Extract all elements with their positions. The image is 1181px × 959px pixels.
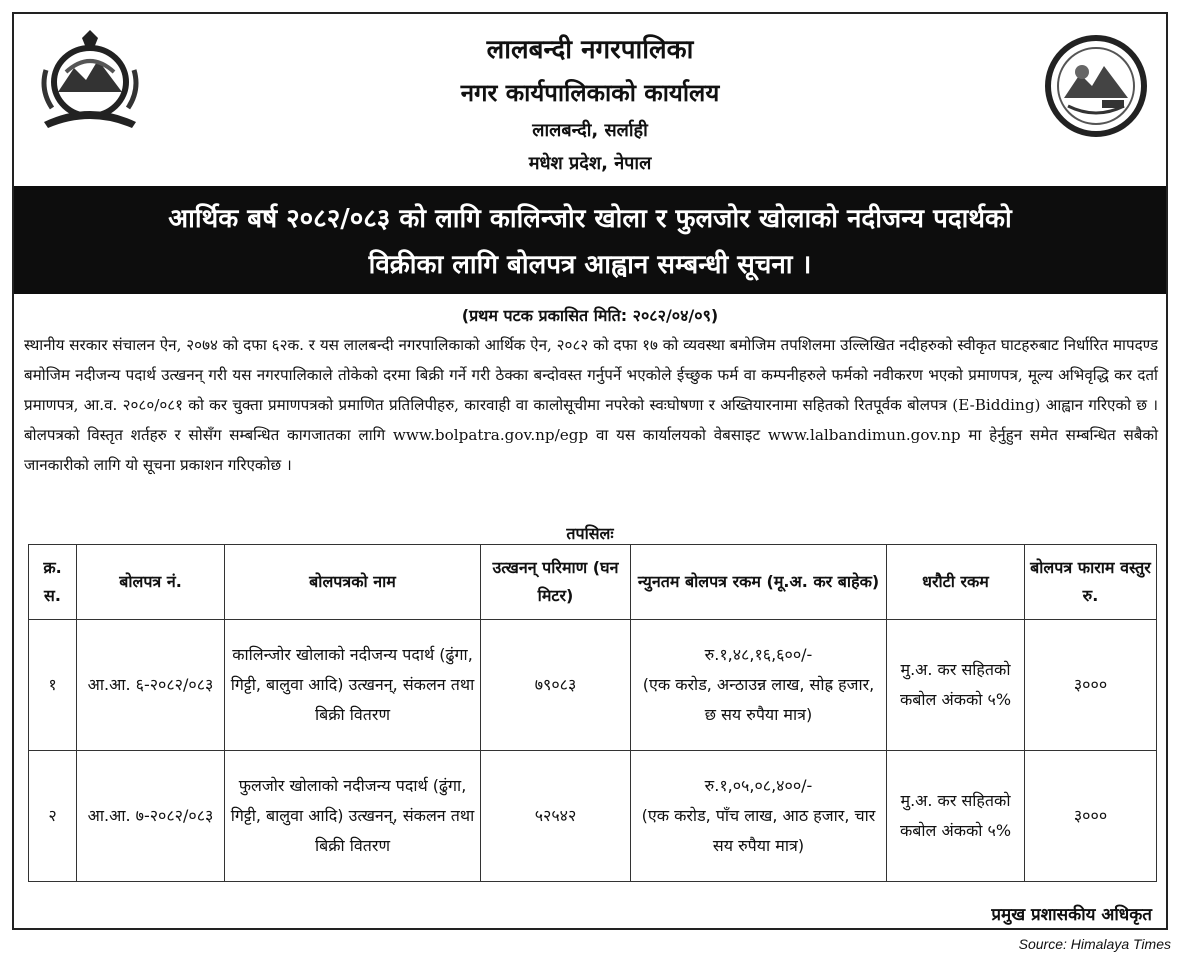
- table-header-row: [29, 545, 1157, 620]
- col-header-sn: क्र. स.: [29, 545, 77, 620]
- notice-title-banner: [14, 186, 1166, 294]
- municipality-name: लालबन्दी नगरपालिका: [486, 35, 694, 65]
- cell-deposit: मु.अ. कर सहितको कबोल अंकको ५%: [887, 751, 1025, 882]
- province-country: मधेश प्रदेश, नेपाल: [528, 153, 652, 174]
- cell-min-amount: [631, 620, 887, 751]
- amount-figure: रु.१,४८,१६,६००/-: [704, 645, 813, 664]
- cell-sn: १: [29, 620, 77, 751]
- notice-title-line-1: आर्थिक बर्ष २०८२/०८३ को लागि कालिन्जोर खोला र फुलजोर खोलाको नदीजन्य पदार्थको: [168, 204, 1012, 234]
- cell-bid-no: आ.आ. ६-२०८२/०८३: [77, 620, 225, 751]
- cell-form-fee: ३०००: [1025, 620, 1157, 751]
- cell-min-amount: [631, 751, 887, 882]
- col-header-form-fee: बोलपत्र फाराम वस्तुर रु.: [1025, 545, 1157, 620]
- cell-form-fee: ३०००: [1025, 751, 1157, 882]
- col-header-bid-no: बोलपत्र नं.: [77, 545, 225, 620]
- col-header-bid-name: बोलपत्रको नाम: [225, 545, 481, 620]
- col-header-deposit: धरौटी रकम: [887, 545, 1025, 620]
- cell-sn: २: [29, 751, 77, 882]
- col-header-quantity: उत्खनन् परिमाण (घन मिटर): [481, 545, 631, 620]
- table-row: [29, 620, 1157, 751]
- signatory-title: प्रमुख प्रशासकीय अधिकृत: [991, 905, 1152, 925]
- amount-words: (एक करोड, अन्ठाउन्न लाख, सोह्र हजार, छ सय रुपैया मात्र): [642, 675, 875, 724]
- bid-details-table: [28, 544, 1157, 882]
- cell-quantity: ७९०८३: [481, 620, 631, 751]
- municipality-logo-icon: [1044, 34, 1148, 138]
- amount-figure: रु.१,०५,०८,४००/-: [704, 776, 813, 795]
- cell-quantity: ५२५४२: [481, 751, 631, 882]
- source-credit: Source: Himalaya Times: [1018, 936, 1171, 952]
- details-heading: तपसिलः: [566, 524, 614, 543]
- office-name: नगर कार्यपालिकाको कार्यालय: [460, 79, 720, 107]
- cell-bid-no: आ.आ. ७-२०८२/०८३: [77, 751, 225, 882]
- notice-sheet: [12, 12, 1168, 930]
- notice-title-line-2: विक्रीका लागि बोलपत्र आह्वान सम्बन्धी सूचना ।: [368, 250, 812, 280]
- cell-bid-name: कालिन्जोर खोलाको नदीजन्य पदार्थ (ढुंगा, गिट्टी, बालुवा आदि) उत्खनन्, संकलन तथा बिक्री वितरण: [225, 620, 481, 751]
- amount-words: (एक करोड, पाँच लाख, आठ हजार, चार सय रुपैया मात्र): [641, 806, 876, 855]
- cell-deposit: मु.अ. कर सहितको कबोल अंकको ५%: [887, 620, 1025, 751]
- publication-date: (प्रथम पटक प्रकासित मिति: २०८२/०४/०९): [461, 306, 719, 325]
- table-row: [29, 751, 1157, 882]
- notice-header: [14, 14, 1166, 186]
- notice-body: स्थानीय सरकार संचालन ऐन, २०७४ को दफा ६२क. र यस लालबन्दी नगरपालिकाको आर्थिक ऐन, २०८२ को दफा १७ को व्यवस्था बमोजिम तपशिलमा उल्लिखित नदीहरुको स्वीकृत घाटहरुबाट निर्धारित मापदण्ड बमोजिम नदीजन्य पदार्थ उत्खनन् गरी यस नगरपालिकाले तोकेको दरमा बिक्री गर्ने गरी ठेक्का बन्दोवस्त गर्नुपर्ने भएकोले ईच्छुक फर्म वा कम्पनीहरुले फर्मको नवीकरण भएको प्रमाणपत्र, मूल्य अभिवृद्धि कर दर्ता प्रमाणपत्र, आ.व. २०८०/०८१ को कर चुक्ता प्रमाणपत्रको प्रमाणित प्रतिलिपीहरु, कारवाही वा कालोसूचीमा नपरेको स्वःघोषणा र अख्तियारनामा सहितको रितपूर्वक बोलपत्र (E-Bidding) आह्वान गरिएको छ । बोलपत्रको विस्तृत शर्तहरु र सोसँग सम्बन्धित कागजातका लागि www.bolpatra.gov.np/egp वा यस कार्यालयको वेबसाइट www.lalbandimun.gov.np मा हेर्नुहुन समेत सम्बन्धित सबैको जानकारीको लागि यो सूचना प्रकाशन गरिएकोछ ।: [24, 336, 1158, 474]
- cell-bid-name: फुलजोर खोलाको नदीजन्य पदार्थ (ढुंगा, गिट्टी, बालुवा आदि) उत्खनन्, संकलन तथा बिक्री वितरण: [225, 751, 481, 882]
- col-header-min-amount: न्युनतम बोलपत्र रकम (मू.अ. कर बाहेक): [631, 545, 887, 620]
- office-address: लालबन्दी, सर्लाही: [532, 120, 648, 141]
